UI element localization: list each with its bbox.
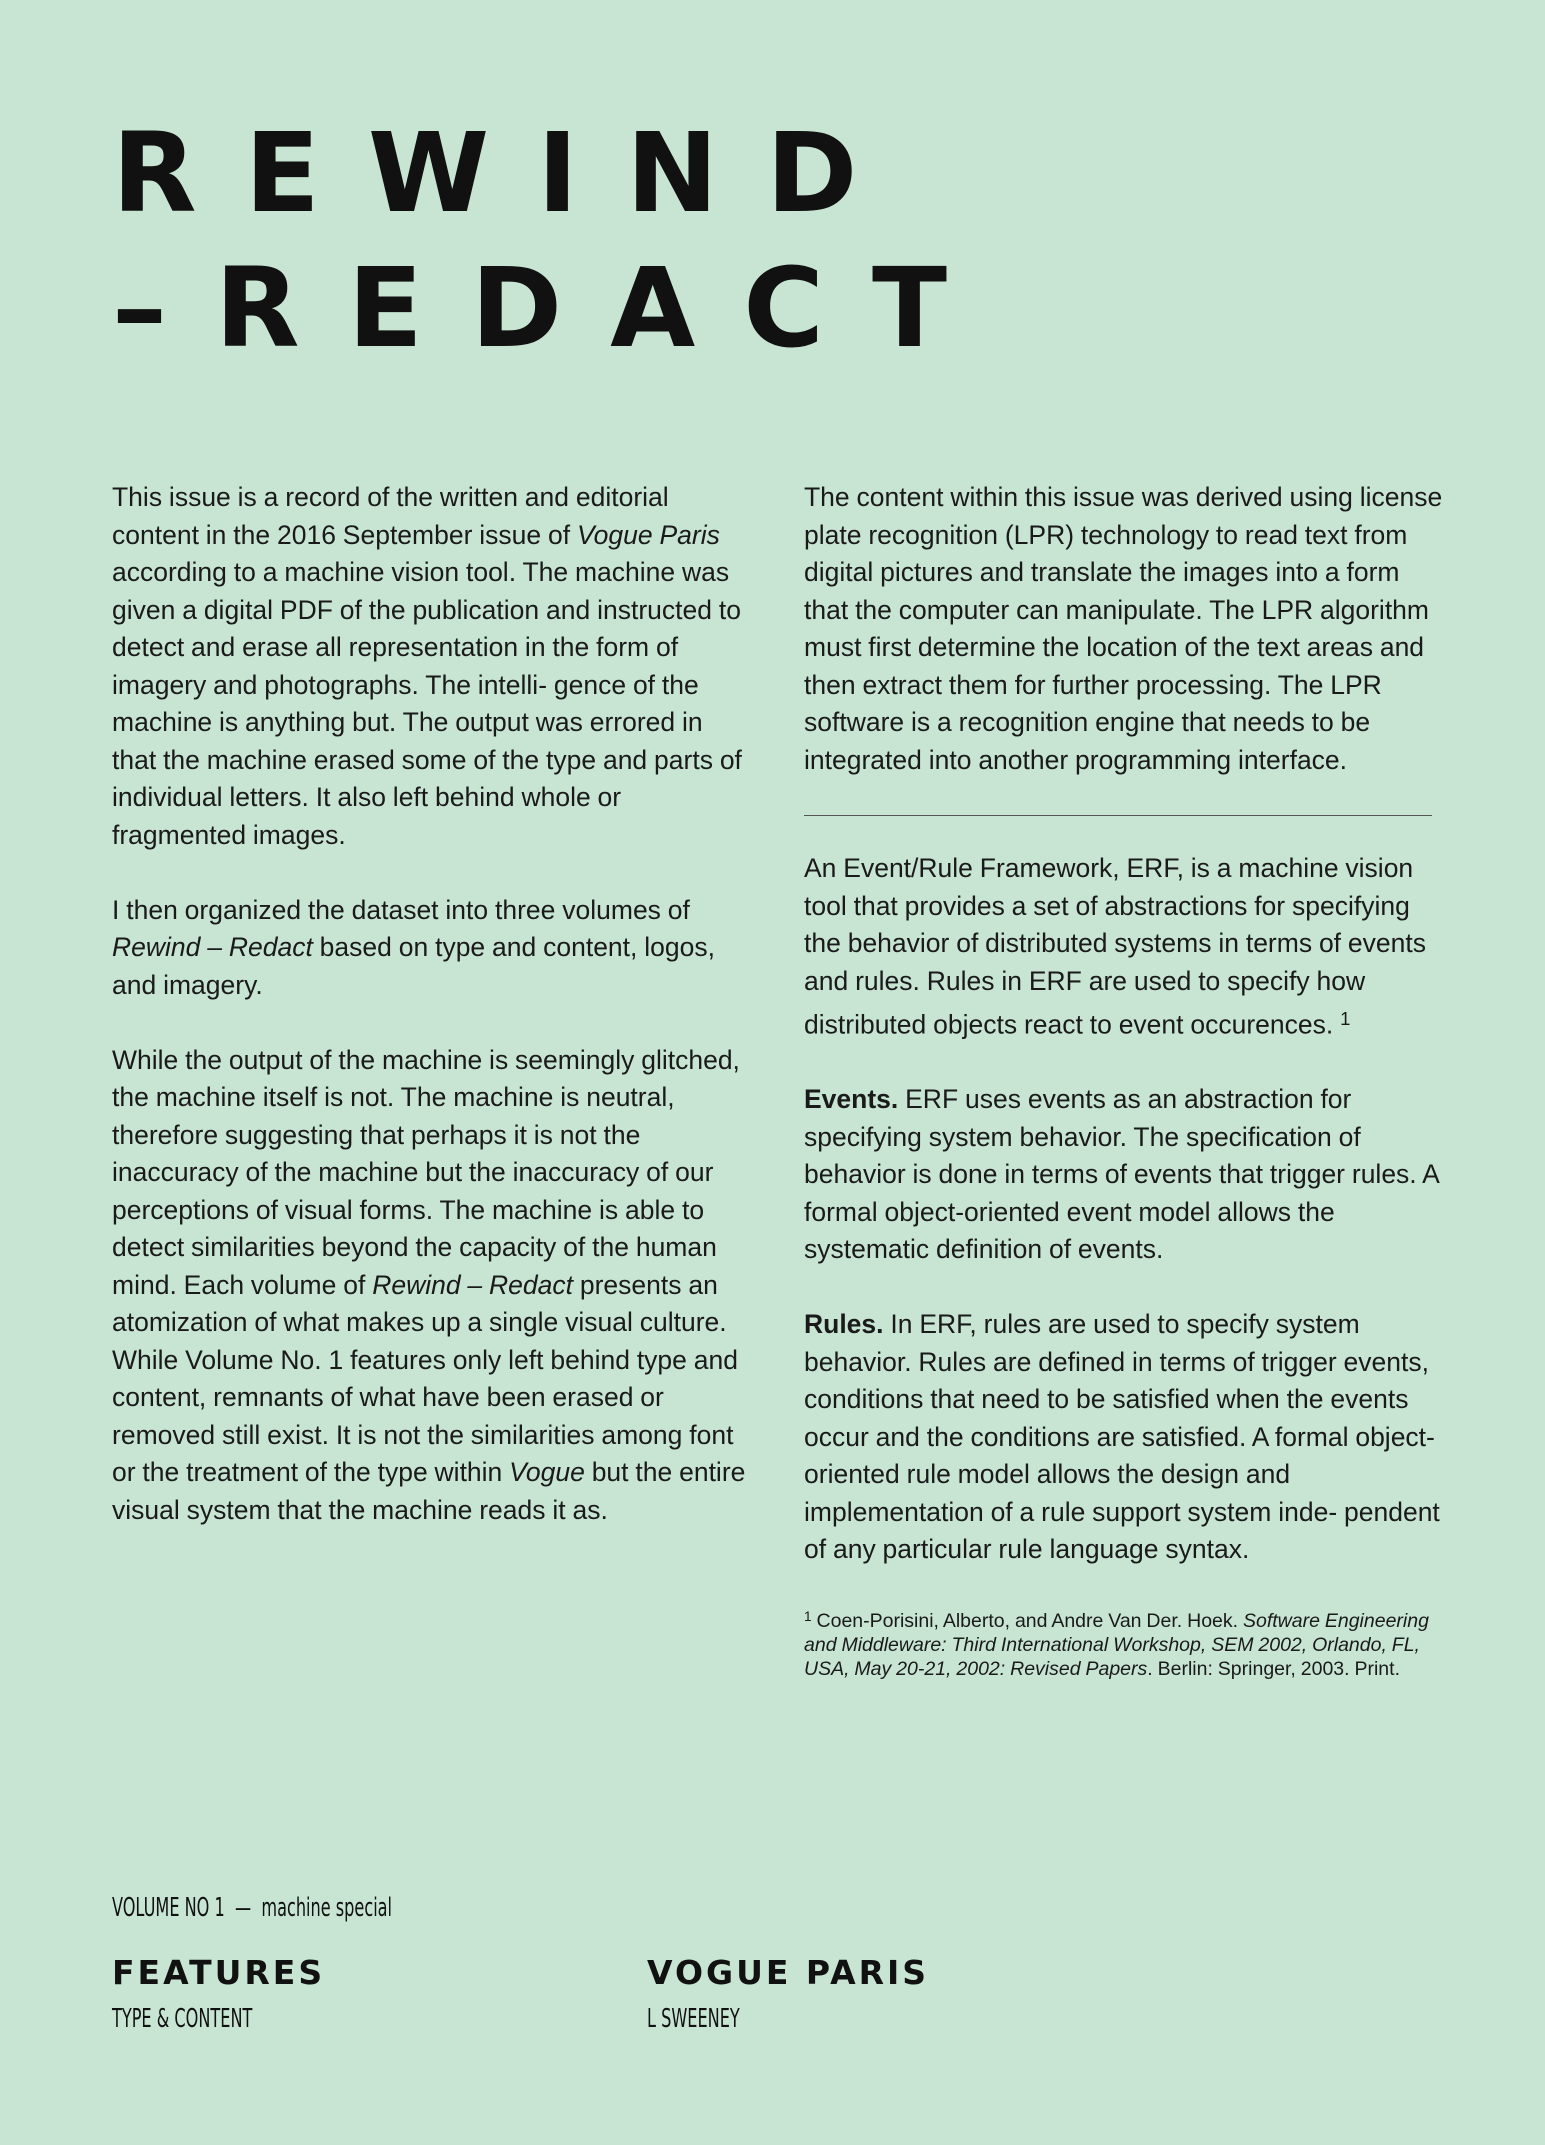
right-paragraph-events: Events. ERF uses events as an abstraction for specifying system behavior. The specification of behavior is done in terms of events that trigger rules. A formal object-oriented event model allows the systematic definition of events. [804,1084,1439,1265]
events-label: Events. [804,1084,899,1115]
emphasis-rewind-redact: Rewind – Redact [372,1269,573,1300]
divider [804,815,1432,816]
right-paragraph-lpr: The content within this issue was derived using license plate recognition (LPR) technology to read text from digital pictures and translate the images into a form that the computer can manipulate. The LPR algorithm must first determine the location of the text areas and then extract them for further processing. The LPR software is a recognition engine that needs to be integrated into another programming interface. [804,482,1443,775]
features-heading: FEATURES [112,1953,326,1992]
left-paragraph-1: This issue is a record of the written and editorial content in the 2016 September issue of Vogue Paris according to a machine vision tool. The machine was given a digital PDF of the publication and instructed to detect and erase all representation in the form of imagery and photographs. The intelli- gence of the machine is anything but. The output was errored in that the machine erased some of the type and parts of individual letters. It also left behind whole or fragmented images. [112,482,742,850]
volume-dash: — [235,1893,252,1923]
vogue-paris-heading: VOGUE PARIS [647,1953,930,1992]
features-subheading: TYPE & CONTENT [112,2004,253,2034]
title-line-redact: –REDACT [112,244,996,372]
title-line-rewind: REWIND [112,109,906,237]
footnote-marker: 1 [804,1608,812,1624]
right-paragraph-rules: Rules. In ERF, rules are used to specify system behavior. Rules are defined in terms of trigger events, conditions that need to be satisfied when the events occur and the conditions are satisfied. A formal object-oriented rule model allows the design and implementation of a rule support system inde- pendent of any particular rule language syntax. [804,1309,1440,1565]
volume-special: machine special [261,1893,393,1923]
right-column [804,479,1444,1681]
footnote-book-title: Software Engineering and Middleware: Third International Workshop, SEM 2002, Orlando, FL, USA, May 20-21, 2002: Revised Papers [804,1609,1429,1680]
left-column [112,479,752,1529]
footnote: $^1$ Coen-Porisini, Alberto, and Andre Van Der. Hoek. Software Engineering and Middleware: Third International Workshop, SEM 2002, Orlando, FL, USA, May 20-21, 2002: Revised Papers. Berlin: Springer, 2003. Print. [804,1608,1429,1680]
author-name: L SWEENEY [647,2004,740,2034]
emphasis-rewind-redact: Rewind – Redact [112,932,313,962]
rules-label: Rules. [804,1309,884,1340]
left-paragraph-2: I then organized the dataset into three volumes of Rewind – Redact based on type and content, logos, and imagery. [112,894,715,1000]
emphasis-vogue-paris: Vogue Paris [576,519,720,550]
footnote-reference: 1 [1340,1008,1351,1029]
right-paragraph-erf: An Event/Rule Framework, ERF, is a machine vision tool that provides a set of abstractions for specifying the behavior of distributed systems in terms of events and rules. Rules in ERF are used to specify how distributed objects react to event occurences. $^1$ [804,853,1426,1040]
emphasis-vogue: Vogue [509,1457,585,1487]
left-paragraph-3: While the output of the machine is seemingly glitched, the machine itself is not. The machine is neutral, therefore suggesting that perhaps it is not the inaccuracy of the machine but the inaccuracy of our perceptions of visual forms. The machine is able to detect similarities beyond the capacity of the human mind. Each volume of Rewind – Redact presents an atomization of what makes up a single visual culture. While Volume No. 1 features only left behind type and content, remnants of what have been erased or removed still exist. It is not the similarities among font or the treatment of the type within Vogue but the entire visual system that the machine reads it as. [112,1044,746,1525]
volume-line [112,1893,564,1923]
volume-label: VOLUME NO 1 — machine special [112,1893,393,1923]
